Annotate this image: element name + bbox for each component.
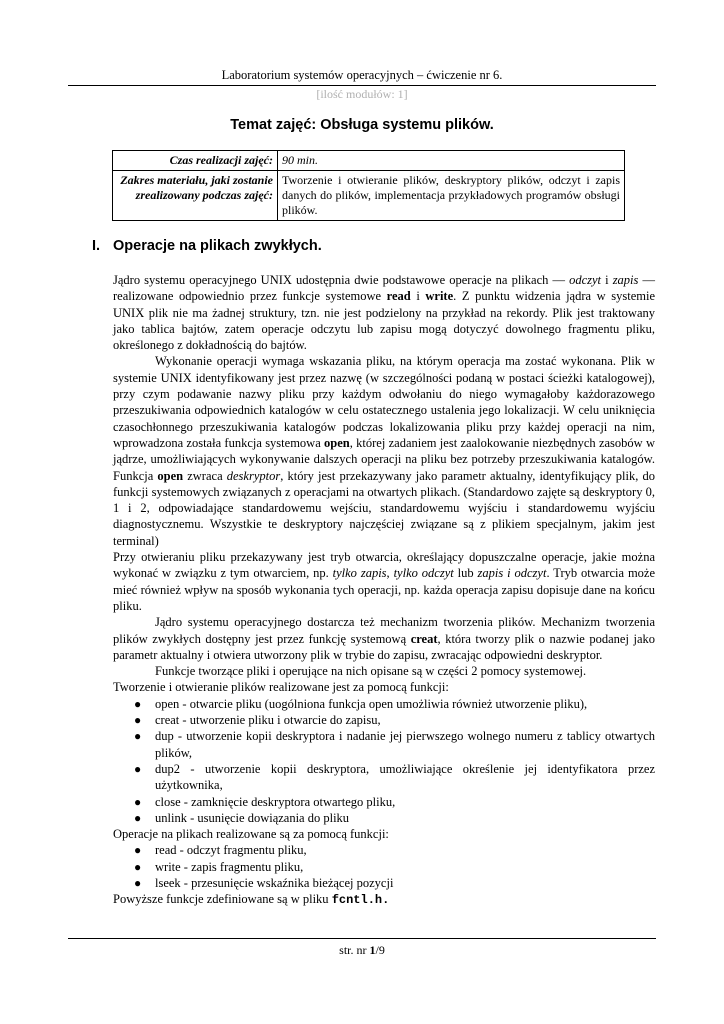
file-creation-function-list (113, 696, 655, 826)
section-title: Operacje na plikach zwykłych. (113, 238, 322, 254)
list-item: ● close - zamknięcie deskryptora otwartego pliku, (134, 794, 396, 809)
paragraph-5: Funkcje tworzące pliki i operujące na nich opisane są w części 2 pomocy systemowej. (155, 664, 587, 679)
scope-value: Tworzenie i otwieranie plików, deskryptory plików, odczyt i zapis danych do plików, implementacja przykładowych programów obsługi plików. (278, 171, 625, 221)
info-table (112, 150, 625, 221)
bullet-icon: ● (134, 761, 142, 776)
paragraph-1: Jądro systemu operacyjnego UNIX udostępnia dwie podstawowe operacje na plikach — odczyt i zapis — realizowane odpowiednio przez funkcje systemowe read i write. Z punktu widzenia jądra w systemie UNIX plik nie ma żadnej struktury, tzn. nie jest podzielony na przykład na rekordy. Plik jest traktowany jako tablica bajtów, zatem operacje odczytu lub zapisu mogą dotyczyć dowolnego fragmentu pliku, określonego z dokładnością do bajtów. (113, 273, 655, 353)
scope-label: Zakres materiału, jaki zostanie zrealizowany podczas zajęć: (113, 171, 278, 221)
time-value: 90 min. (278, 151, 625, 171)
bullet-icon: ● (134, 875, 142, 890)
time-label: Czas realizacji zajęć: (113, 151, 278, 171)
bullet-icon: ● (134, 810, 142, 825)
list-item: ● dup2 - utworzenie kopii deskryptora, umożliwiające określenie jej identyfikatora przez użytkownika, (134, 761, 655, 793)
list-item: ● unlink - usunięcie dowiązania do pliku (134, 810, 350, 825)
module-count: [ilość modułów: 1] (316, 87, 408, 101)
page-number: 1 (369, 943, 376, 957)
paragraph-7: Operacje na plikach realizowane są za pomocą funkcji: (113, 827, 389, 842)
page-header-title: Laboratorium systemów operacyjnych – ćwiczenie nr 6. (221, 68, 503, 82)
paragraph-3: Przy otwieraniu pliku przekazywany jest tryb otwarcia, określający dopuszczalne operacje, jakie można wykonać w związku z tym otwarciem, np. tylko zapis, tylko odczyt lub zapis i odczyt. Tryb otwarcia może mieć również wpływ na sposób wykonania tych operacji, np. każda operacja zapisu dopisuje dane na końcu pliku. (113, 550, 656, 613)
footer-divider (68, 938, 656, 939)
list-item: ● creat - utworzenie pliku i otwarcie do zapisu, (134, 713, 381, 728)
list-item: ● write - zapis fragmentu pliku, (134, 859, 304, 874)
list-item: ● open - otwarcie pliku (uogólniona funkcja open umożliwia również utworzenie pliku), (134, 696, 588, 711)
list-item: ● lseek - przesunięcie wskaźnika bieżącej pozycji (134, 875, 394, 890)
bullet-icon: ● (134, 843, 142, 858)
bullet-icon: ● (134, 729, 142, 744)
list-item: ● dup - utworzenie kopii deskryptora i nadanie jej pierwszego wolnego numeru z tablicy otwartych plików, (134, 729, 655, 760)
table-row (113, 171, 625, 221)
bullet-icon: ● (134, 696, 142, 711)
topic-title: Temat zajęć: Obsługa systemu plików. (230, 117, 494, 133)
header-divider (68, 85, 656, 86)
bullet-icon: ● (134, 794, 142, 809)
paragraph-4: Jądro systemu operacyjnego dostarcza też mechanizm tworzenia plików. Mechanizm tworzenia plików zwykłych dostępny jest przez funkcję systemową creat, która tworzy plik o nazwie podanej jako parametr aktualny i otwiera utworzony plik w trybie do zapisu, zwracając odpowiedni deskryptor. (113, 615, 656, 662)
paragraph-6: Tworzenie i otwieranie plików realizowane jest za pomocą funkcji: (113, 680, 449, 695)
list-item: ● read - odczyt fragmentu pliku, (134, 843, 307, 858)
paragraph-8: Powyższe funkcje zdefiniowane są w pliku fcntl.h. (113, 892, 390, 908)
bullet-icon: ● (134, 859, 142, 874)
bullet-icon: ● (134, 713, 142, 728)
file-operation-function-list (113, 842, 655, 891)
table-row (113, 151, 625, 171)
page-footer: str. nr 1/9 (339, 943, 385, 957)
section-number: I. (92, 238, 101, 254)
header-filename: fcntl.h. (331, 893, 390, 908)
section-heading (92, 238, 322, 254)
paragraph-2: Wykonanie operacji wymaga wskazania pliku, na którym operacja ma zostać wykonana. Plik w systemie UNIX identyfikowany jest przez nazwę (w szczególności podaną w postaci ścieżki katalogowej), przy czym podawanie nazwy pliku przy każdym odwołaniu do niego wymagałoby każdorazowego przeszukiwania odpowiednich katalogów w celu ostatecznego ustalenia jego lokalizacji. W celu uniknięcia czasochłonnego przeszukiwania katalogów podczas lokalizowania pliku przy każdej operacji na nim, wprowadzona została funkcja systemowa open, której zadaniem jest zaalokowanie niezbędnych zasobów w jądrze, umożliwiających wykonywanie dalszych operacji na pliku bez potrzeby przeszukiwania katalogów. Funkcja open zwraca deskryptor, który jest przekazywany jako parametr aktualny, identyfikujący plik, do funkcji systemowych związanych z operacjami na otwartych plikach. (Standardowo zajęte są deskryptory 0, 1 i 2, odpowiadające standardowemu wejściu, standardowemu wyjściu i standardowemu wyjściu diagnostycznemu. Wszystkie te deskryptory najczęściej związane są z plikiem specjalnym, jakim jest terminal) (113, 354, 655, 548)
document-body (113, 272, 655, 909)
